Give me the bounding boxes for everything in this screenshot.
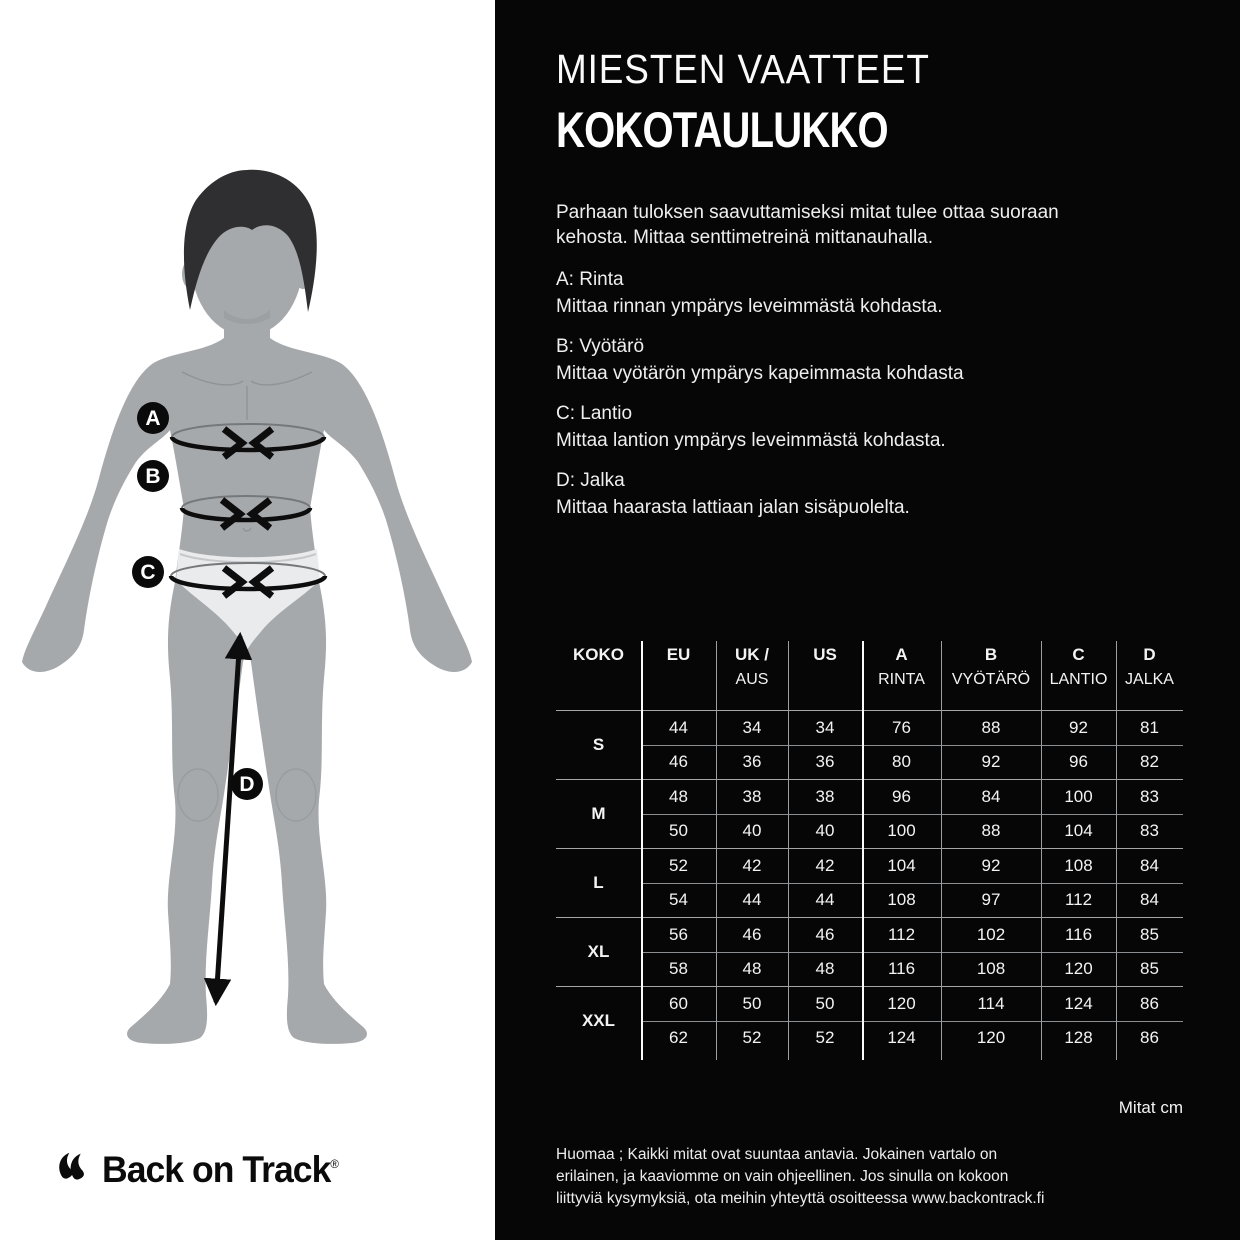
measurement-description: Mittaa lantion ympärys leveimmästä kohdasta. bbox=[556, 430, 946, 451]
body-figure-illustration bbox=[0, 0, 495, 1240]
measurement-description: Mittaa vyötärön ympärys kapeimmasta kohdasta bbox=[556, 363, 964, 384]
size-label: M bbox=[591, 804, 606, 823]
table-subrow-divider bbox=[641, 883, 1183, 884]
table-column-divider bbox=[862, 641, 864, 1060]
size-table bbox=[556, 638, 1183, 1055]
table-cell: 42 bbox=[815, 856, 835, 875]
table-cell: 56 bbox=[669, 925, 688, 944]
table-cell: 112 bbox=[887, 925, 916, 944]
header-cell-eu: EU bbox=[666, 645, 691, 664]
table-column-divider bbox=[941, 641, 942, 1060]
table-cell: 48 bbox=[669, 787, 688, 806]
table-cell: 96 bbox=[892, 787, 911, 806]
svg-text:D: D bbox=[239, 773, 255, 796]
footnote-line: erilainen, ja kaaviomme on vain ohjeellinen. Jos sinulla on kokoon bbox=[556, 1168, 1009, 1185]
brand-mark-icon bbox=[56, 1148, 94, 1184]
table-cell: 86 bbox=[1140, 1028, 1159, 1047]
registered-mark: ® bbox=[330, 1157, 339, 1171]
marker-badge-a bbox=[137, 402, 169, 434]
table-cell: 120 bbox=[887, 994, 916, 1013]
table-cell: 116 bbox=[1064, 925, 1093, 944]
units-note: Mitat cm bbox=[1118, 1098, 1183, 1117]
measurement-label: A: Rinta bbox=[556, 269, 624, 290]
table-cell: 100 bbox=[1064, 787, 1093, 806]
page-subtitle: KOKOTAULUKKO bbox=[556, 102, 888, 158]
table-cell: 86 bbox=[1140, 994, 1159, 1013]
table-cell: 60 bbox=[669, 994, 688, 1013]
table-cell: 112 bbox=[1064, 890, 1093, 909]
table-cell: 84 bbox=[1140, 890, 1159, 909]
measurement-description: Mittaa rinnan ympärys leveimmästä kohdasta. bbox=[556, 296, 943, 317]
table-cell: 44 bbox=[815, 890, 835, 909]
table-cell: 124 bbox=[1064, 994, 1093, 1013]
header-cell-koko: KOKO bbox=[573, 645, 624, 664]
header-cell-c: C LANTIO bbox=[1049, 645, 1108, 688]
table-column-divider bbox=[641, 641, 643, 1060]
size-table-header bbox=[556, 638, 1183, 710]
table-cell: 36 bbox=[742, 752, 762, 771]
table-cell: 84 bbox=[1140, 856, 1159, 875]
intro-line: kehosta. Mittaa senttimetreinä mittanauhalla. bbox=[556, 227, 934, 248]
measurement-item-d bbox=[556, 467, 964, 521]
table-cell: 50 bbox=[815, 994, 835, 1013]
table-cell: 52 bbox=[815, 1028, 835, 1047]
table-cell: 85 bbox=[1140, 959, 1159, 978]
size-group-xl bbox=[556, 917, 1183, 986]
table-cell: 48 bbox=[815, 959, 835, 978]
table-column-divider bbox=[788, 641, 789, 1060]
table-cell: 120 bbox=[1064, 959, 1093, 978]
table-column-divider bbox=[1041, 641, 1042, 1060]
table-cell: 85 bbox=[1140, 925, 1159, 944]
page-title: MIESTEN VAATTEET bbox=[556, 46, 930, 92]
table-cell: 38 bbox=[815, 787, 835, 806]
table-cell: 116 bbox=[887, 959, 916, 978]
table-cell: 48 bbox=[742, 959, 762, 978]
table-cell: 108 bbox=[887, 890, 916, 909]
table-cell: 80 bbox=[892, 752, 911, 771]
table-cell: 34 bbox=[815, 718, 835, 737]
table-cell: 108 bbox=[1064, 856, 1093, 875]
measurement-label: C: Lantio bbox=[556, 403, 633, 424]
size-label: XL bbox=[587, 942, 610, 961]
table-cell: 88 bbox=[981, 821, 1001, 840]
header-cell-b: B VYÖTÄRÖ bbox=[951, 645, 1031, 688]
table-subrow-divider bbox=[641, 745, 1183, 746]
size-group-xxl bbox=[556, 986, 1183, 1055]
table-cell: 42 bbox=[742, 856, 762, 875]
table-cell: 97 bbox=[981, 890, 1001, 909]
figure-body bbox=[22, 170, 472, 1044]
header-cell-uk: UK / AUS bbox=[735, 645, 769, 688]
table-cell: 54 bbox=[669, 890, 688, 909]
measurement-item-c bbox=[556, 400, 964, 454]
header-cell-a: A RINTA bbox=[878, 645, 925, 688]
table-cell: 84 bbox=[981, 787, 1001, 806]
table-cell: 120 bbox=[976, 1028, 1006, 1047]
table-column-divider bbox=[716, 641, 717, 1060]
table-cell: 104 bbox=[1064, 821, 1093, 840]
intro-paragraph bbox=[556, 200, 1059, 250]
table-cell: 108 bbox=[976, 959, 1006, 978]
table-cell: 52 bbox=[742, 1028, 762, 1047]
table-cell: 44 bbox=[742, 890, 762, 909]
table-cell: 40 bbox=[742, 821, 762, 840]
svg-text:C: C bbox=[140, 561, 156, 584]
table-subrow-divider bbox=[641, 952, 1183, 953]
table-cell: 81 bbox=[1140, 718, 1159, 737]
table-cell: 38 bbox=[742, 787, 762, 806]
figure-panel bbox=[0, 0, 495, 1240]
table-cell: 114 bbox=[977, 994, 1005, 1013]
table-cell: 58 bbox=[669, 959, 688, 978]
table-cell: 44 bbox=[669, 718, 688, 737]
table-cell: 128 bbox=[1064, 1028, 1093, 1047]
table-cell: 88 bbox=[981, 718, 1001, 737]
info-panel bbox=[495, 0, 1240, 1240]
size-label: L bbox=[593, 873, 604, 892]
table-cell: 46 bbox=[669, 752, 688, 771]
table-column-divider bbox=[1116, 641, 1117, 1060]
table-cell: 100 bbox=[887, 821, 916, 840]
table-cell: 36 bbox=[815, 752, 835, 771]
brand-logo-text: Back on Track® bbox=[102, 1149, 339, 1190]
footnote-line: Huomaa ; Kaikki mitat ovat suuntaa antavia. Jokainen vartalo on bbox=[556, 1146, 998, 1163]
table-cell: 96 bbox=[1069, 752, 1088, 771]
marker-badge-c bbox=[132, 556, 164, 588]
header-cell-us: US bbox=[813, 645, 837, 664]
table-cell: 50 bbox=[669, 821, 688, 840]
table-cell: 82 bbox=[1140, 752, 1159, 771]
table-cell: 92 bbox=[981, 752, 1001, 771]
measurement-item-b bbox=[556, 333, 964, 387]
intro-line: Parhaan tuloksen saavuttamiseksi mitat tulee ottaa suoraan bbox=[556, 202, 1059, 223]
table-subrow-divider bbox=[641, 1021, 1183, 1022]
measurement-label: D: Jalka bbox=[556, 470, 625, 491]
table-subrow-divider bbox=[641, 814, 1183, 815]
table-cell: 92 bbox=[1069, 718, 1088, 737]
size-group-l bbox=[556, 848, 1183, 917]
svg-text:B: B bbox=[145, 465, 161, 488]
svg-text:A: A bbox=[145, 407, 161, 430]
table-cell: 52 bbox=[669, 856, 688, 875]
table-cell: 92 bbox=[981, 856, 1001, 875]
table-cell: 83 bbox=[1140, 787, 1159, 806]
measurement-label: B: Vyötärö bbox=[556, 336, 645, 357]
table-cell: 46 bbox=[742, 925, 762, 944]
table-cell: 46 bbox=[815, 925, 835, 944]
size-label: XXL bbox=[581, 1011, 616, 1030]
footnote-line: liittyviä kysymyksiä, ota meihin yhteyttä osoitteessa www.backontrack.fi bbox=[556, 1190, 1045, 1207]
header-cell-d: D JALKA bbox=[1125, 645, 1174, 688]
table-cell: 40 bbox=[815, 821, 835, 840]
size-label: S bbox=[592, 735, 605, 754]
size-table-body bbox=[556, 710, 1183, 1055]
footnote bbox=[556, 1144, 1044, 1210]
size-group-s bbox=[556, 710, 1183, 779]
table-cell: 50 bbox=[742, 994, 762, 1013]
table-cell: 62 bbox=[669, 1028, 688, 1047]
table-cell: 124 bbox=[887, 1028, 916, 1047]
measurement-item-a bbox=[556, 266, 964, 320]
marker-badge-b bbox=[137, 460, 169, 492]
table-cell: 104 bbox=[887, 856, 916, 875]
table-cell: 83 bbox=[1140, 821, 1159, 840]
marker-badge-d bbox=[231, 768, 263, 800]
table-cell: 76 bbox=[892, 718, 911, 737]
table-cell: 102 bbox=[976, 925, 1006, 944]
measurement-list bbox=[556, 266, 964, 534]
size-group-m bbox=[556, 779, 1183, 848]
table-cell: 34 bbox=[742, 718, 762, 737]
measurement-description: Mittaa haarasta lattiaan jalan sisäpuolelta. bbox=[556, 497, 910, 518]
brand-logo bbox=[56, 1142, 349, 1192]
